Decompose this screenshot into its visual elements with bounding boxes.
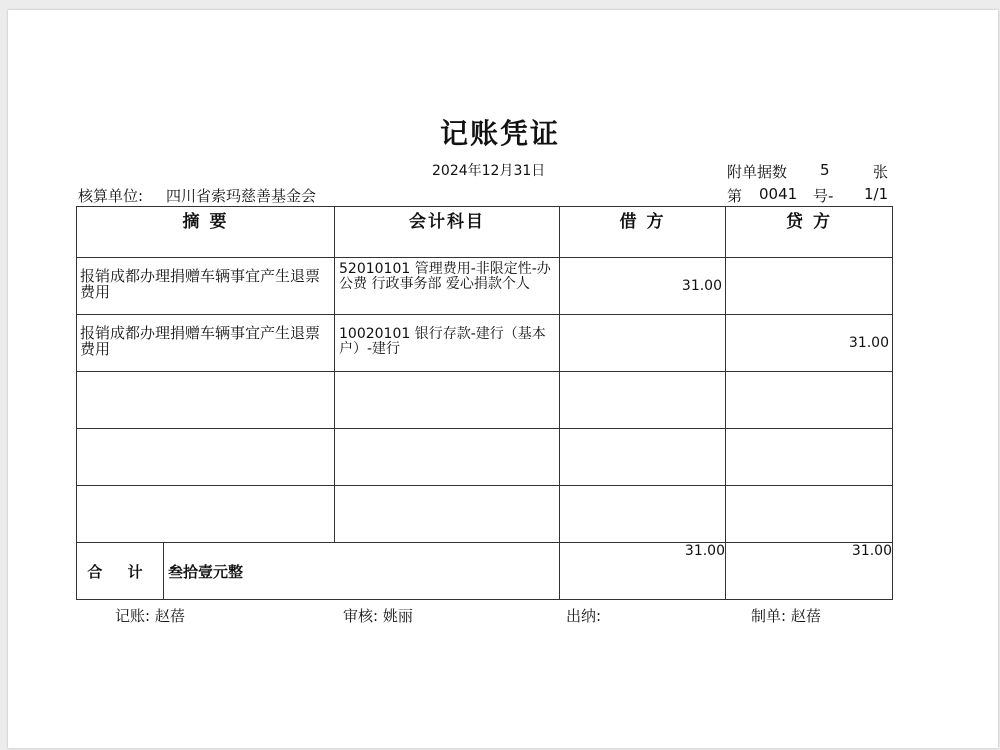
credit-amount [726,372,892,392]
table-row [77,429,893,486]
credit-amount [726,258,892,278]
account-text: 10020101 银行存款-建行（基本户）-建行 [339,326,546,357]
account-cell [335,486,560,543]
voucher-table [76,206,893,600]
credit-amount [726,486,892,506]
summary-cell [77,315,335,372]
table-header-row [77,207,893,258]
account-cell [335,372,560,429]
header-debit: 借 方 [560,207,726,258]
debit-cell [560,372,726,429]
account-text [335,486,559,490]
credit-amount: 31.00 [848,335,889,351]
header-summary: 摘 要 [77,207,335,258]
debit-cell [560,486,726,543]
bookkeeper-signature: 记账: 赵蓓 [115,607,185,625]
total-credit: 31.00 [726,543,893,600]
total-row [77,543,893,600]
table-row [77,258,893,315]
debit-cell [560,315,726,372]
voucher-date: 2024年12月31日 [432,163,546,179]
total-label: 合 计 [77,543,164,599]
header-account: 会计科目 [335,207,560,258]
voucher-page: 1/1 [864,185,889,203]
preparer-signature: 制单: 赵蓓 [751,607,821,625]
credit-cell [726,486,893,543]
summary-cell [77,429,335,486]
summary-cell [77,372,335,429]
total-cell [77,543,560,600]
total-amount-in-words: 叁拾壹元整 [168,562,244,581]
summary-text [77,372,334,382]
debit-cell [560,429,726,486]
summary-text [77,486,334,496]
summary-cell [77,486,335,543]
table-row [77,372,893,429]
summary-text: 报销成都办理捐赠车辆事宜产生退票费用 [80,324,321,358]
table-row [77,315,893,372]
voucher-number: 0041 [759,185,798,203]
debit-amount [560,429,725,449]
account-cell [335,315,560,372]
debit-cell [560,258,726,315]
account-text [335,372,559,376]
debit-amount [560,372,725,392]
debit-amount: 31.00 [681,278,722,294]
summary-text: 报销成都办理捐赠车辆事宜产生退票费用 [80,267,321,301]
credit-cell [726,315,893,372]
summary-cell [77,258,335,315]
account-cell [335,258,560,315]
account-text: 52010101 管理费用-非限定性-办公费 行政事务部 爱心捐款个人 [339,261,551,292]
attachment-label: 附单据数 [727,163,788,181]
voucher-number-prefix: 第 [727,187,743,205]
voucher-number-suffix: 号- [813,187,834,205]
credit-amount [726,429,892,449]
reviewer-signature: 审核: 姚丽 [343,607,413,625]
total-debit: 31.00 [560,543,726,600]
account-cell [335,429,560,486]
table-row [77,486,893,543]
accounting-unit-name: 四川省索玛慈善基金会 [166,187,317,205]
credit-cell [726,258,893,315]
account-text [335,429,559,433]
voucher-title: 记账凭证 [439,117,560,150]
debit-amount [560,315,725,335]
summary-text [77,429,334,439]
attachment-unit: 张 [873,163,889,181]
attachment-count: 5 [820,161,830,179]
header-credit: 贷 方 [726,207,893,258]
credit-cell [726,429,893,486]
credit-cell [726,372,893,429]
cashier-signature: 出纳: [566,607,602,625]
debit-amount [560,486,725,506]
accounting-unit-label: 核算单位: [78,187,144,205]
